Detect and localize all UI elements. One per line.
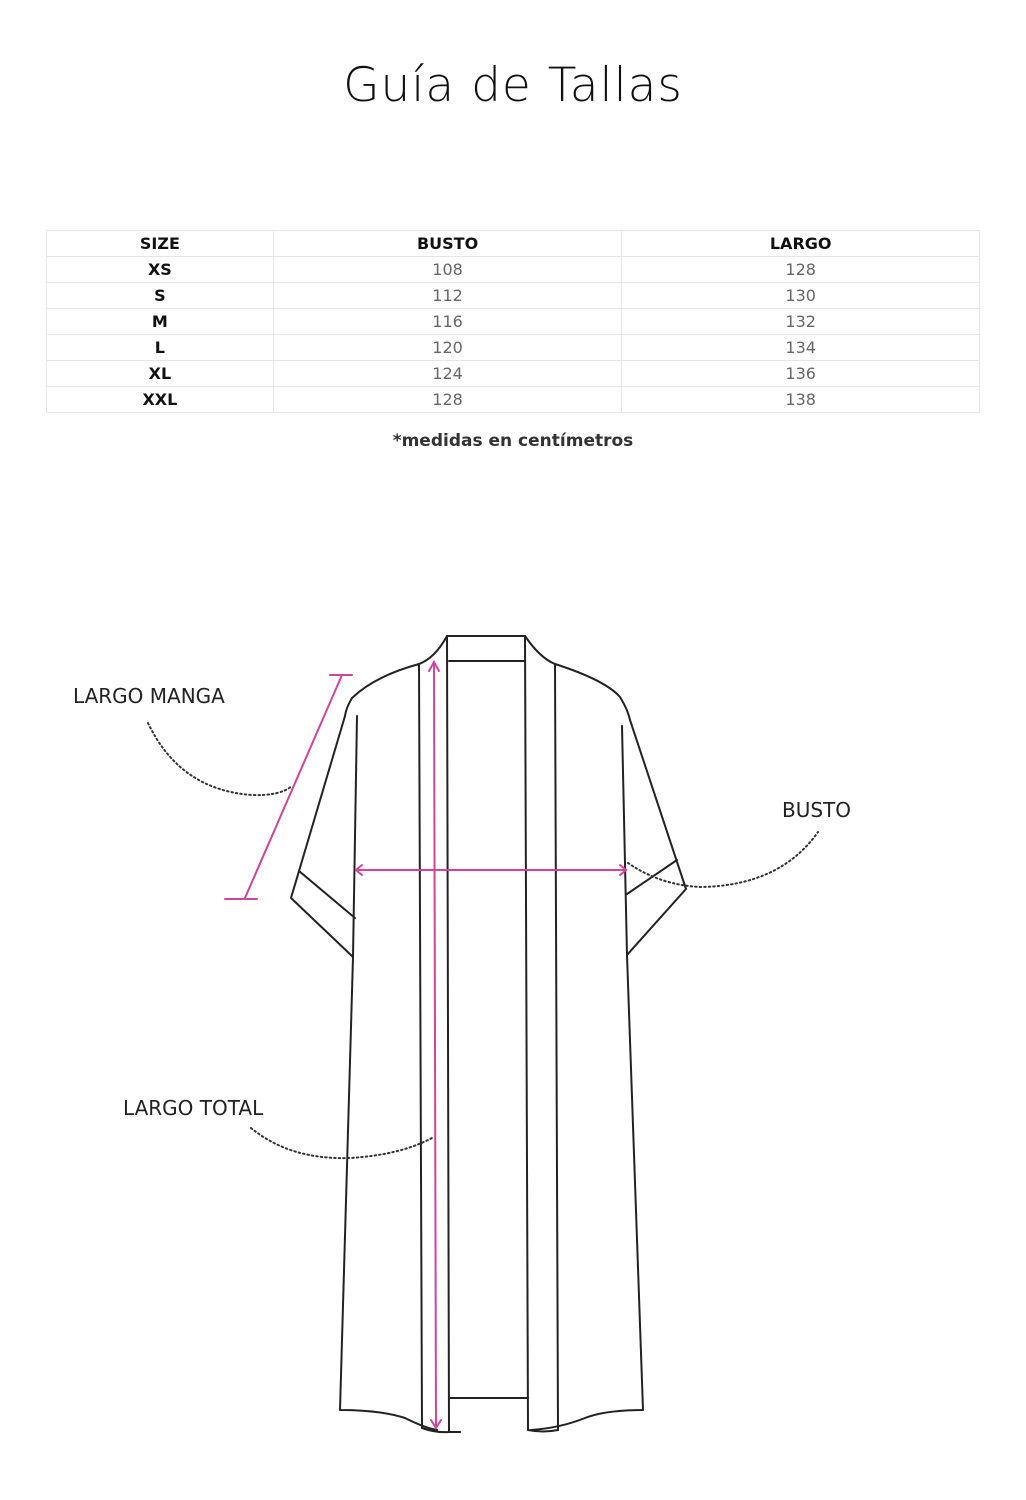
cell-busto: 112 bbox=[273, 283, 622, 309]
cell-busto: 116 bbox=[273, 309, 622, 335]
units-note: *medidas en centímetros bbox=[392, 431, 634, 451]
cell-size: XL bbox=[47, 361, 274, 387]
cell-size: L bbox=[47, 335, 274, 361]
header-largo: LARGO bbox=[622, 231, 980, 257]
cell-largo: 132 bbox=[622, 309, 980, 335]
cell-busto: 124 bbox=[273, 361, 622, 387]
cell-largo: 138 bbox=[622, 387, 980, 413]
cell-busto: 128 bbox=[273, 387, 622, 413]
label-busto: BUSTO bbox=[782, 798, 852, 822]
leader-lines bbox=[148, 723, 818, 1158]
busto-leader bbox=[628, 832, 818, 887]
cell-size: XS bbox=[47, 257, 274, 283]
cell-largo: 134 bbox=[622, 335, 980, 361]
cell-largo: 130 bbox=[622, 283, 980, 309]
cell-size: S bbox=[47, 283, 274, 309]
cell-largo: 128 bbox=[622, 257, 980, 283]
label-largo-manga: LARGO MANGA bbox=[73, 684, 225, 708]
label-largo-total: LARGO TOTAL bbox=[123, 1096, 264, 1120]
cell-size: XXL bbox=[47, 387, 274, 413]
largo-manga-measure-line bbox=[245, 675, 342, 898]
header-size: SIZE bbox=[47, 231, 274, 257]
garment-outline bbox=[291, 636, 686, 1432]
page-title: Guía de Tallas bbox=[343, 58, 683, 113]
cell-busto: 120 bbox=[273, 335, 622, 361]
cell-size: M bbox=[47, 309, 274, 335]
cell-busto: 108 bbox=[273, 257, 622, 283]
largo-total-leader bbox=[251, 1128, 432, 1158]
largo-manga-leader bbox=[148, 723, 292, 795]
header-busto: BUSTO bbox=[273, 231, 622, 257]
largo-total-measure-line bbox=[434, 662, 436, 1428]
cell-largo: 136 bbox=[622, 361, 980, 387]
measure-lines bbox=[225, 662, 626, 1428]
